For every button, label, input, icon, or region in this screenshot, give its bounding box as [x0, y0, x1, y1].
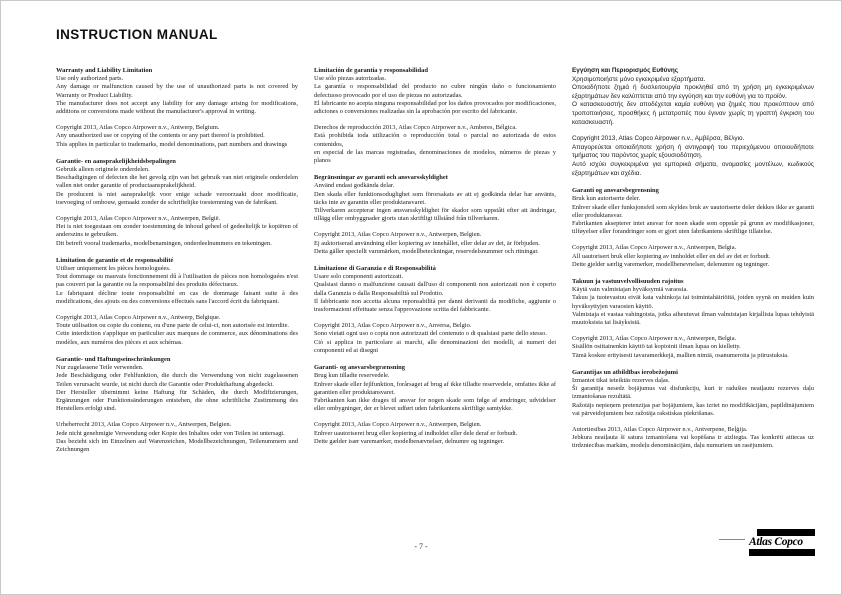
section-paragraph: Ražotājs nepieņem pretenzijas par bojājumiem, kas izriet no modifikācijām, papildinājumiem vai pārveidojumiem bez ražotāja rakstiskas piekrišanas.: [572, 401, 814, 417]
copyright-paragraph: en especial de las marcas registradas, denominaciones de modelos, números de piezas y planos: [314, 148, 556, 165]
copyright-paragraph: Copyright 2013, Atlas Copco Airpower n.v., Αμβέρσα, Βέλγιο.: [572, 135, 745, 143]
section-latvian: [572, 369, 814, 451]
section-paragraph: Der Hersteller übernimmt keine Haftung für Schäden, die durch Modifizierungen, Ergänzungen oder Funktionsänderungen entstehen, die ohne schriftliche Zustimmung des Herstellers erfolgt sind.: [56, 388, 298, 413]
logo-text: Atlas Copco: [749, 536, 803, 548]
section-paragraph: Käytä vain valmistajan hyväksymiä varaosia.: [572, 286, 688, 294]
copyright-paragraph: Urheberrecht 2013, Atlas Copco Airpower n.v., Antwerpen, Belgien.: [56, 421, 232, 429]
section-greek: [572, 67, 814, 178]
section-paragraph: Enhver skade eller funksjonsfeil som skyldes bruk av uautoriserte deler dekkes ikke av garanti eller produktansvar.: [572, 203, 814, 219]
logo-bar-top: [757, 529, 815, 536]
section-paragraph: Takuu ja tuotevastuu eivät kata vahinkoja tai toimintahäiriöitä, joiden syynä on muiden kuin hyväksyttyjen varaosien käyttö.: [572, 294, 814, 310]
section-paragraph: Tout dommage ou mauvais fonctionnement dû à l'utilisation de pièces non homologuées n'est pas couvert par la garantie ou la responsabilité des produits défectueux.: [56, 273, 298, 289]
section-paragraph: Den skada eller funktionsoduglighet som förorsakats av att ej godkända delar har använts, täcks inte av garantin eller produktansvaret.: [314, 190, 556, 206]
section-paragraph: Nur zugelassene Teile verwenden.: [56, 364, 144, 372]
section-paragraph: Fabrikanten kan ikke drages til ansvar for nogen skade som følge af ændringer, udvidelser eller ombygninger, der er blevet udført uden fabrikantens skriftlige samtykke.: [314, 396, 556, 413]
copyright-paragraph: Het is niet toegestaan om zonder toestemming de inhoud geheel of gedeeltelijk te kopiëren of anderszins te gebruiken.: [56, 223, 298, 239]
copyright-paragraph: Copyright 2013, Atlas Copco Airpower n.v., Antwerpen, Belgia.: [572, 335, 737, 343]
copyright-paragraph: Tämä koskee erityisesti tavaramerkkejä, mallien nimiä, osanumeroita ja piirustuksia.: [572, 351, 789, 359]
section-paragraph: Šī garantija nesedz bojājumus vai disfunkciju, kuri ir radušies neatļautu rezerves daļu izmantošanas rezultātā.: [572, 385, 814, 401]
copyright-paragraph: Αυτό ισχύει συγκεκριμένα για εμπορικά σήματα, ονομασίες μοντέλων, κωδικούς εξαρτημάτων και σχέδια.: [572, 160, 814, 177]
section-heading: Εγγύηση και Περιορισμός Ευθύνης: [572, 67, 679, 74]
section-paragraph: The manufacturer does not accept any liability for any damage arising for modifications, additions or conversions made without the manufacturer's approval in writing.: [56, 99, 298, 116]
copyright-paragraph: Detta gäller speciellt varumärken, modellbeteckningar, reservdelsnummer och ritningar.: [314, 247, 539, 255]
section-paragraph: Beschadigingen of defecten die het gevolg zijn van het gebruik van niet originele onderdelen vallen niet onder garantie of productaansprakelijkheid.: [56, 174, 298, 190]
section-heading: Limitación de garantía y responsabilidad: [314, 67, 429, 74]
section-paragraph: Bruk kun autoriserte deler.: [572, 195, 641, 203]
section-paragraph: Brug kun tilladte reservedele.: [314, 372, 390, 380]
section-heading: Begränsningar av garanti och ansvarsskyldighet: [314, 174, 448, 182]
section-swedish: [314, 174, 556, 256]
copyright-paragraph: Dette gælder især varemærker, modelbenævnelser, delnumre og tegninger.: [314, 437, 505, 445]
section-french: [56, 257, 298, 347]
text-column-3: [572, 67, 814, 454]
section-paragraph: Ο κατασκευαστής δεν αποδέχεται καμία ευθύνη για ζημιές που προκύπτουν από τροποποιήσεις, προσθήκες ή μετατροπές που έγιναν χωρίς τη γραπτή έγκριση του κατασκευαστή.: [572, 101, 814, 126]
copyright-paragraph: Copyright 2013, Atlas Copco Airpower n.v., Antwerpen, Belgien.: [314, 421, 482, 429]
section-paragraph: Tillverkaren accepterar ingen ansvarsskyldighet för skador som uppstått efter att ändringar, tillägg eller ombyggnader gjorts utan skriftligt tillstånd från tillverkaren.: [314, 207, 556, 223]
columns-container: [56, 67, 814, 454]
section-paragraph: De producent is niet aansprakelijk voor enige schade veroorzaakt door modificatie, toevoeging of ombouw, gemaakt zonder de schriftelijke toestemming van de fabrikant.: [56, 190, 298, 206]
section-paragraph: Any damage or malfunction caused by the use of unauthorized parts is not covered by Warranty or Product Liability.: [56, 83, 298, 99]
copyright-paragraph: Está prohibida toda utilización o reproducción total o parcial no autorizada de estos contenidos,: [314, 132, 556, 148]
section-paragraph: Använd endast godkända delar.: [314, 182, 395, 190]
footer-rule: [719, 539, 745, 540]
section-paragraph: El fabricante no acepta ninguna responsabilidad por los daños provocados por modificaciones, adiciones o conversiones realizadas sin la aprobación por escrito del fabricante.: [314, 99, 556, 116]
copyright-paragraph: Απαγορεύεται οποιαδήποτε χρήση ή αντιγραφή του περιεχόμενου οποιουδήποτε τμήματος του παρόντος χωρίς εξουσιοδότηση.: [572, 143, 814, 160]
copyright-block: [314, 322, 556, 355]
copyright-block: [314, 421, 556, 446]
section-paragraph: Le fabriquant décline toute responsabilité en cas de dommage faisant suite à des modifications, des ajouts ou des conversions effectués sans l'accord écrit du fabriquant.: [56, 289, 298, 305]
copyright-block: [314, 231, 556, 256]
section-heading: Garantijas un atbildības ierobežojumi: [572, 368, 678, 376]
section-heading: Garanti og ansvarsbegrensning: [572, 187, 659, 195]
section-english: [56, 67, 298, 149]
copyright-paragraph: Copyright 2013, Atlas Copco Airpower n.v., Antwerpen, Belgia.: [572, 244, 737, 252]
section-norwegian: [572, 187, 814, 269]
section-paragraph: La garantía o responsabilidad del producto no cubre ningún daño o funcionamiento defectuoso provocado por el uso de piezas no autorizadas.: [314, 83, 556, 99]
section-paragraph: Usare solo componenti autorizzati.: [314, 273, 404, 281]
copyright-block: [572, 135, 814, 178]
section-heading: Warranty and Liability Limitation: [56, 67, 153, 74]
copyright-paragraph: This applies in particular to trademarks, model denominations, part numbers and drawings: [56, 140, 288, 148]
copyright-paragraph: Toute utilisation ou copie du contenu, ou d'une parte de celui-ci, non autorisée est interdite.: [56, 322, 290, 330]
copyright-block: [56, 215, 298, 248]
copyright-paragraph: Jebkura neatļauta šī satura izmantošana vai kopēšana ir aizliegta. Tas konkrēti attiecas uz tirdzniecības markām, modeļu denominācijām, daļu numuriem un rasējumiem.: [572, 434, 814, 450]
copyright-paragraph: Any unauthorized use or copying of the contents or any part thereof is prohibited.: [56, 132, 265, 140]
section-paragraph: Enhver skade eller fejlfunktion, forårsaget af brug af ikke tilladte reservedele, omfattes ikke af garantien eller produktansvaret.: [314, 380, 556, 396]
copyright-paragraph: Copyright 2013, Atlas Copco Airpower n.v., Antwerp, Belgium.: [56, 124, 220, 132]
copyright-block: [56, 314, 298, 347]
copyright-paragraph: Cette interdiction s'applique en particulier aux marques de commerce, aux dénominations des modèles, aux numéros des pièces et aux schémas.: [56, 330, 298, 346]
section-paragraph: Qualsiasi danno o malfunzione causati dall'uso di componenti non autorizzati non è coperto dalla Garanzia o dalla Responsabilità sul Prodotto.: [314, 281, 556, 297]
section-heading: Garanti- og ansvarsbegrænsning: [314, 364, 406, 372]
page-number: - 7 -: [414, 542, 428, 551]
copyright-paragraph: Autortiesības 2013, Atlas Copco Airpower n.v., Antverpene, Beļģija.: [572, 426, 748, 433]
section-finnish: [572, 278, 814, 360]
copyright-paragraph: Jede nicht genehmigte Verwendung oder Kopie des Inhaltes oder von Teilen ist untersagt.: [56, 429, 285, 437]
copyright-paragraph: Copyright 2013, Atlas Copco Airpower n.v., Antwerpen, Belgien.: [314, 231, 482, 239]
section-heading: Garantie- und Haftungseinschränkungen: [56, 355, 171, 363]
section-dutch: [56, 158, 298, 248]
section-paragraph: Οποιαδήποτε ζημιά ή δυσλειτουργία προκληθεί από τη χρήση μη εγκεκριμένων εξαρτημάτων δεν καλύπτεται από την εγγύηση και την ευθύνη για το προϊόν.: [572, 84, 814, 100]
section-paragraph: Use only authorized parts.: [56, 75, 124, 83]
copyright-paragraph: Das bezieht sich im Einzelnen auf Warenzeichen, Modellbezeichnungen, Teilenummern und Zeichnungen: [56, 437, 298, 453]
copyright-paragraph: Dette gjelder særlig varemerker, modellbenevnelser, delenumre og tegninger.: [572, 260, 770, 268]
copyright-block: [56, 421, 298, 454]
section-paragraph: Gebruik alleen originele onderdelen.: [56, 166, 150, 174]
copyright-paragraph: Copyright 2013, Atlas Copco Airpower n.v., Antwerpen, België.: [56, 215, 221, 223]
section-paragraph: Χρησιμοποιήστε μόνο εγκεκριμένα εξαρτήματα.: [572, 75, 706, 83]
copyright-block: [572, 335, 814, 360]
text-column-2: [314, 67, 556, 454]
section-paragraph: Use sólo piezas autorizadas.: [314, 75, 387, 83]
copyright-paragraph: Ciò si applica in particolare ai marchi, alle denominazioni dei modelli, ai numeri dei componenti ed ai disegni: [314, 338, 556, 354]
section-danish: [314, 364, 556, 446]
text-column-1: [56, 67, 298, 454]
copyright-block: [572, 426, 814, 451]
copyright-paragraph: Sisällön osittainenkin käyttö tai kopiointi ilman lupaa on kielletty.: [572, 343, 741, 351]
page-title: INSTRUCTION MANUAL: [56, 27, 218, 42]
section-paragraph: Il fabbricante non accetta alcuna reponsabilità per danni derivanti da modifiche, aggiunte o trasformazioni effettuate senza l'approvazione scritta del fabbricante.: [314, 297, 556, 314]
copyright-block: [314, 124, 556, 165]
section-paragraph: Utiliser uniquement les pièces homologuées.: [56, 265, 171, 273]
copyright-block: [56, 124, 298, 149]
copyright-paragraph: Dit betreft vooral trademarks, modelbenamingen, onderdeelnummers en tekeningen.: [56, 239, 272, 247]
copyright-paragraph: All uautorisert bruk eller kopiering av innholdet eller en del av det er forbudt.: [572, 252, 771, 260]
section-spanish: [314, 67, 556, 165]
section-paragraph: Izmantot tikai ieteiktās rezerves daļas.: [572, 376, 670, 384]
copyright-paragraph: Enhver uautoriseret brug eller kopiering af indholdet eller dele deraf er forbudt.: [314, 429, 518, 437]
copyright-paragraph: Sono vietati ogni uso o copia non autorizzati del contenuto o di qualsiasi parte dello stesso.: [314, 330, 547, 338]
atlas-copco-logo: [749, 529, 815, 556]
section-paragraph: Fabrikanten aksepterer intet ansvar for noen skade som oppstår på grunn av modifikasjoner, tilføyelser eller forandringer som er gjort uten fabrikantens skriftlige tillatelse.: [572, 219, 814, 236]
copyright-paragraph: Copyright 2013, Atlas Copco Airpower n.v., Anversa, Belgio.: [314, 322, 472, 330]
copyright-paragraph: Ej auktoriserad användning eller kopiering av innehållet, eller delar av det, är förbjuden.: [314, 239, 540, 247]
section-paragraph: Valmistaja ei vastaa vahingoista, jotka aiheutuvat ilman valmistajan kirjallista lupaa tehdyistä muutoksista tai lisäyksistä.: [572, 310, 814, 326]
copyright-block: [572, 244, 814, 269]
logo-bar-bottom: [749, 549, 815, 556]
section-italian: [314, 265, 556, 355]
section-paragraph: Jede Beschädigung oder Fehlfunktion, die durch die Verwendung von nicht zugelassenen Teilen verursacht wurde, ist nicht durch die Garantie oder Produkthaftung abgedeckt.: [56, 372, 298, 388]
copyright-paragraph: Copyright 2013, Atlas Copco Airpower n.v., Antwerp, Belgique.: [56, 314, 221, 322]
section-heading: Garantie- en aansprakelijkheidsbepalingen: [56, 157, 176, 165]
section-heading: Limitazione di Garanzia e di Responsabilità: [314, 265, 436, 273]
section-german: [56, 356, 298, 454]
copyright-paragraph: Derechos de reproducción 2013, Atlas Copco Airpower n.v., Amberes, Bélgica.: [314, 124, 517, 132]
section-heading: Limitation de garantie et de responsabilité: [56, 256, 174, 264]
section-heading: Takuun ja vastuuvelvollisuuden rajoitus: [572, 277, 684, 285]
